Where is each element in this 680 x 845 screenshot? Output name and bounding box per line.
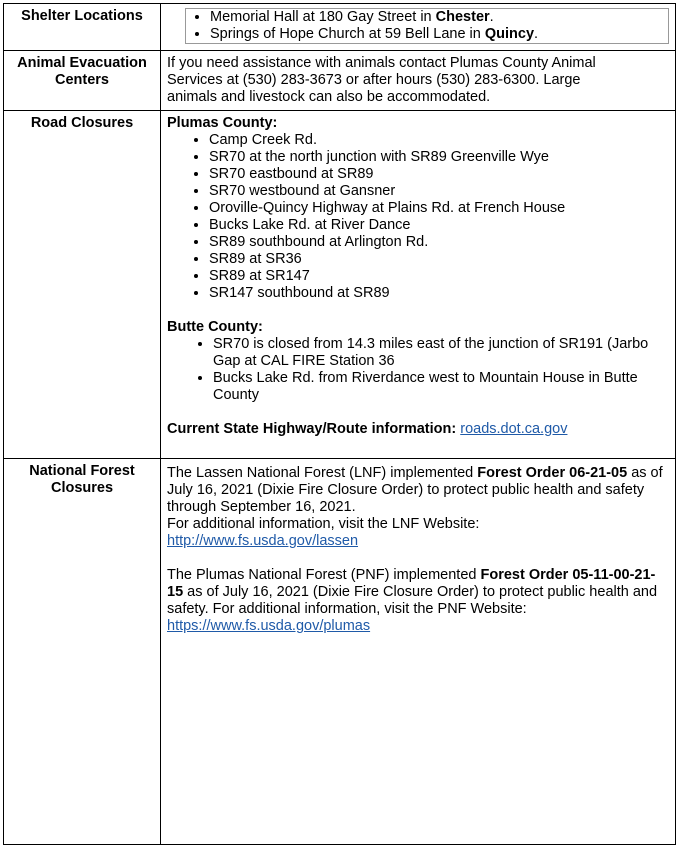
road-closure-item: • SR89 at SR147: [209, 268, 669, 285]
info-table: [3, 3, 676, 845]
shelter-row: [4, 4, 676, 51]
lnf-more: For additional information, visit the LNF Website:: [167, 516, 480, 532]
animal-row: [4, 51, 676, 111]
roads-label: Road Closures: [4, 111, 161, 459]
road-closure-item: • SR89 at SR36: [209, 251, 669, 268]
animal-text: If you need assistance with animals contact Plumas County Animal Services at (530) 283-3673 or after hours (530) 283-6300. Large animals and livestock can also be accommodated.: [161, 51, 676, 111]
road-closure-item: • SR89 southbound at Arlington Rd.: [209, 234, 669, 251]
forest-label: National Forest Closures: [4, 459, 161, 845]
shelter-content: [161, 4, 676, 51]
road-closure-item: • Camp Creek Rd.: [209, 132, 669, 149]
road-closure-item: • SR70 at the north junction with SR89 Greenville Wye: [209, 149, 669, 166]
lnf-text-end: as of July 16, 2021 (Dixie Fire Closure Order) to protect public health and safety through September 16, 2021.: [167, 465, 663, 515]
shelter-item-text: Springs of Hope Church at 59 Bell Lane in: [210, 26, 485, 42]
shelter-item-punct: .: [534, 26, 539, 42]
shelter-item-town: Chester: [435, 9, 490, 25]
shelter-item: [210, 9, 668, 26]
roads-content: [161, 111, 676, 459]
road-closure-item: • Bucks Lake Rd. at River Dance: [209, 217, 669, 234]
highway-link[interactable]: roads.dot.ca.gov: [460, 421, 568, 437]
road-closure-item: • SR70 westbound at Gansner: [209, 183, 669, 200]
pnf-link[interactable]: https://www.fs.usda.gov/plumas: [167, 618, 371, 634]
highway-label: Current State Highway/Route information:: [167, 421, 457, 437]
lnf-paragraph: [167, 465, 669, 516]
forest-content: [161, 459, 676, 845]
shelter-label: Shelter Locations: [4, 4, 161, 51]
roads-row: [4, 111, 676, 459]
road-closure-item: • Oroville-Quincy Highway at Plains Rd. at French House: [209, 200, 669, 217]
shelter-item-text: Memorial Hall at 180 Gay Street in: [210, 9, 436, 25]
pnf-text-end: as of July 16, 2021 (Dixie Fire Closure Order) to protect public health and safety. For additional information, visit the PNF Website:: [167, 584, 658, 617]
plumas-road-list: [167, 132, 669, 302]
lnf-link[interactable]: http://www.fs.usda.gov/lassen: [167, 533, 359, 549]
shelter-item: [210, 26, 668, 43]
animal-label: Animal Evacuation Centers: [4, 51, 161, 111]
butte-heading: Butte County:: [167, 319, 263, 335]
road-closure-item: • Bucks Lake Rd. from Riverdance west to Mountain House in Butte County: [213, 370, 669, 404]
plumas-heading: Plumas County:: [167, 115, 278, 131]
highway-info: [167, 421, 669, 438]
pnf-text: The Plumas National Forest (PNF) implemented: [167, 567, 481, 583]
shelter-list: [185, 8, 669, 44]
road-closure-item: • SR147 southbound at SR89: [209, 285, 669, 302]
pnf-order: Forest Order 05-11-00-21-15: [167, 567, 656, 600]
shelter-item-town: Quincy: [484, 26, 535, 42]
road-closure-item: • SR70 eastbound at SR89: [209, 166, 669, 183]
road-closure-item: • SR70 is closed from 14.3 miles east of the junction of SR191 (Jarbo Gap at CAL FIRE Station 36: [213, 336, 669, 370]
forest-row: [4, 459, 676, 845]
pnf-paragraph: [167, 567, 669, 618]
lnf-order: Forest Order 06-21-05: [477, 465, 628, 481]
lnf-text: The Lassen National Forest (LNF) implemented: [167, 465, 478, 481]
shelter-item-punct: .: [489, 9, 494, 25]
butte-road-list: [167, 336, 669, 404]
